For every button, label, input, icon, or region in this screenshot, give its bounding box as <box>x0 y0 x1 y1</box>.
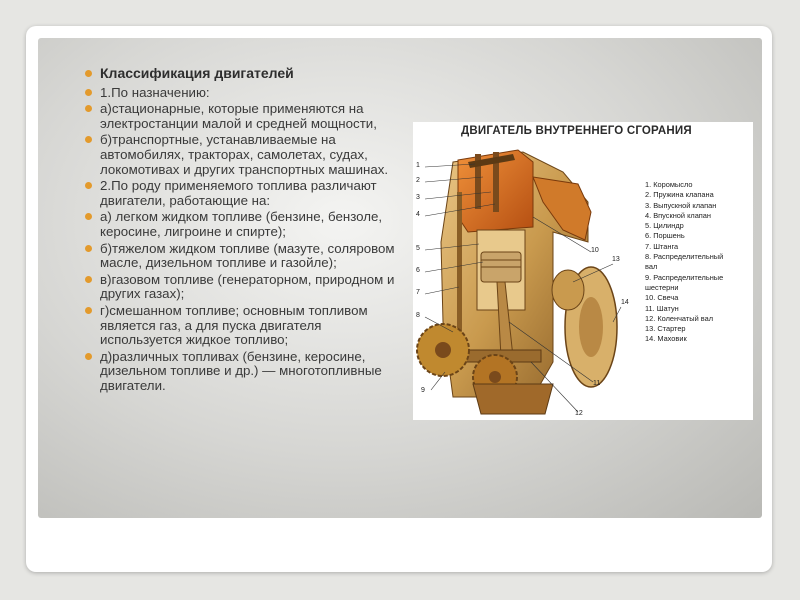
legend-item: 10. Свеча <box>645 293 679 303</box>
callout-layer <box>413 122 645 420</box>
list-item-text: 1.По назначению: <box>100 84 210 100</box>
list-item-text: д)различных топливах (бензине, керосине, дизельном топливе и др.) — многотопливные двигатели. <box>100 348 382 393</box>
bullet-dot-icon <box>85 276 92 283</box>
callout-14: 14 <box>621 299 629 306</box>
callout-2: 2 <box>416 177 420 184</box>
list-item <box>84 102 406 131</box>
legend-item: 7. Штанга <box>645 241 679 251</box>
engine-illustration <box>413 122 753 420</box>
list-item <box>84 210 406 239</box>
list-item <box>84 304 406 348</box>
legend-item: 1. Коромысло <box>645 180 693 189</box>
bullet-dot-icon <box>85 89 92 96</box>
callout-6: 6 <box>416 267 420 274</box>
list-item-text: б)тяжелом жидком топливе (мазуте, соляровом масле, дизельном топливе и газойле); <box>100 240 395 271</box>
list-item <box>84 86 406 101</box>
bullet-dot-icon <box>85 70 92 77</box>
list-item <box>84 273 406 302</box>
callout-4: 4 <box>416 211 420 218</box>
callout-7: 7 <box>416 289 420 296</box>
bullet-dot-icon <box>85 182 92 189</box>
slide-heading <box>84 66 406 81</box>
heading-text: Классификация двигателей <box>100 65 294 81</box>
legend-item: 14. Маховик <box>645 334 687 344</box>
legend-item: 3. Выпускной клапан <box>645 200 717 210</box>
legend-item: 2. Пружина клапана <box>645 190 714 200</box>
diagram-legend <box>645 180 723 345</box>
callout-1: 1 <box>416 162 420 169</box>
callout-9: 9 <box>421 387 425 394</box>
callout-5: 5 <box>416 245 420 252</box>
list-item <box>84 133 406 177</box>
legend-item: 5. Цилиндр <box>645 221 684 231</box>
legend-item: 8. Распределительный вал <box>645 252 724 272</box>
bullet-dot-icon <box>85 136 92 143</box>
list-item <box>84 350 406 394</box>
list-item-text: а)стационарные, которые применяются на электростанции малой и средней мощности, <box>100 101 377 131</box>
bullet-dot-icon <box>85 105 92 112</box>
legend-item: 9. Распределительные шестерни <box>645 272 724 292</box>
list-item-text: в)газовом топливе (генераторном, природном и других газах); <box>100 271 395 302</box>
list-item-text: 2.По роду применяемого топлива различают двигатели, работающие на: <box>100 178 377 208</box>
bullet-dot-icon <box>85 307 92 314</box>
bullet-list <box>84 66 406 395</box>
bullet-dot-icon <box>85 245 92 252</box>
legend-item: 6. Поршень <box>645 231 685 241</box>
content-panel <box>38 38 762 518</box>
list-item <box>84 179 406 208</box>
list-item <box>84 242 406 271</box>
callout-10: 10 <box>591 247 599 254</box>
bullet-dot-icon <box>85 353 92 360</box>
legend-item: 11. Шатун <box>645 303 679 313</box>
callout-8: 8 <box>416 312 420 319</box>
callout-12: 12 <box>575 410 583 417</box>
callout-13: 13 <box>612 256 620 263</box>
callout-3: 3 <box>416 194 420 201</box>
legend-item: 13. Стартер <box>645 324 686 334</box>
list-item-text: г)смешанном топливе; основным топливом является газ, а для пуска двигателя используется жидкое топливо; <box>100 302 368 348</box>
list-item-text: б)транспортные, устанавливаемые на автомобилях, тракторах, самолетах, судах, локомотивах и других транспортных машинах. <box>100 132 389 177</box>
bullet-dot-icon <box>85 213 92 220</box>
callout-11: 11 <box>593 380 601 387</box>
diagram-title: ДВИГАТЕЛЬ ВНУТРЕННЕГО СГОРАНИЯ <box>461 125 692 137</box>
legend-item: 12. Коленчатый вал <box>645 313 714 323</box>
legend-item: 4. Впускной клапан <box>645 210 711 220</box>
list-item-text: а) легком жидком топливе (бензине, бензоле, керосине, лигроине и спирте); <box>100 209 383 239</box>
